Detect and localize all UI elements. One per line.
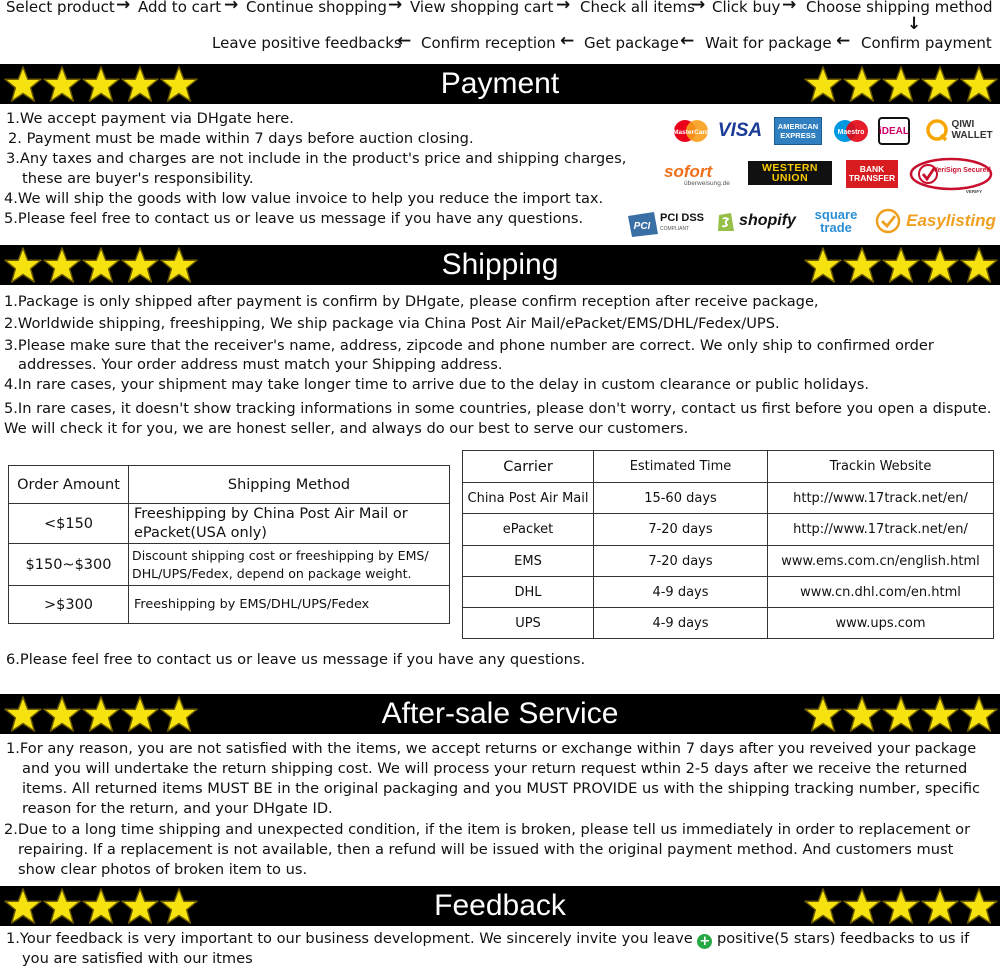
- star-icon: [960, 695, 998, 733]
- qiwi-wallet-text: QIWI WALLET: [951, 119, 993, 141]
- aftersale-line: 1.For any reason, you are not satisfied with the items, we accept returns or exchange within 7 days after you reveived your package: [6, 740, 977, 757]
- svg-text:PCI: PCI: [633, 220, 651, 232]
- shipping-method-cell: [129, 544, 450, 586]
- aftersale-line: items. All returned items MUST BE in the original packaging and you MUST PROVIDE us with the shipping tracking number, specific: [22, 780, 981, 797]
- shipping-title: Shipping: [441, 248, 559, 281]
- mastercard-logo-text: MasterCard: [673, 129, 709, 136]
- table-header: Estimated Time: [594, 451, 768, 483]
- order-amount-cell: $150~$300: [9, 544, 129, 586]
- sofort-logo-sub: überweisung.de: [684, 180, 730, 187]
- payment-line: these are buyer's responsibility.: [22, 170, 254, 187]
- flow-step-wait-for-package: Wait for package: [705, 34, 832, 52]
- shopify-text: shopify: [739, 212, 796, 229]
- shopify-logo: [714, 208, 798, 234]
- estimated-time-cell: 4-9 days: [594, 577, 768, 608]
- shipping-method-line: Discount shipping cost or freeshipping by EMS/: [132, 547, 429, 563]
- table-row: [463, 546, 994, 577]
- star-icon: [921, 246, 959, 284]
- aftersale-line: show clear photos of broken item to us.: [18, 861, 308, 878]
- arrow-right-icon: →: [388, 0, 403, 15]
- star-icon: [921, 65, 959, 103]
- payment-line: 1.We accept payment via DHgate here.: [6, 110, 294, 127]
- flow-step-select-product: Select product: [6, 0, 115, 16]
- flow-step-click-buy: Click buy: [712, 0, 781, 16]
- star-icon: [804, 65, 842, 103]
- easylisting-logo: [872, 206, 998, 236]
- table-row: [463, 608, 994, 639]
- qiwi-wallet-logo: [922, 114, 998, 146]
- tracking-website-cell: http://www.17track.net/en/: [768, 514, 994, 546]
- table-header: Order Amount: [9, 466, 129, 504]
- arrow-left-icon: ←: [397, 31, 412, 51]
- payment-line: 5.Please feel free to contact us or leave us message if you have any questions.: [4, 210, 584, 227]
- western-union-logo: WESTERN UNION: [748, 161, 832, 185]
- star-icon: [843, 887, 881, 925]
- star-icon: [843, 695, 881, 733]
- table-row: [9, 586, 450, 624]
- table-row: [463, 577, 994, 608]
- arrow-right-icon: →: [224, 0, 239, 15]
- aftersale-title: After-sale Service: [381, 697, 619, 730]
- star-icon: [960, 246, 998, 284]
- feedback-banner: [0, 886, 1000, 926]
- flow-step-get-package: Get package: [584, 34, 679, 52]
- flow-step-view-shopping-cart: View shopping cart: [410, 0, 554, 16]
- star-icon: [960, 887, 998, 925]
- carrier-table: [462, 450, 994, 639]
- maestro-logo: [832, 117, 870, 145]
- table-row: [463, 514, 994, 546]
- sofort-logo: [664, 160, 740, 190]
- tracking-website-cell: www.ems.com.cn/english.html: [768, 546, 994, 577]
- amex-logo: AMERICAN EXPRESS: [774, 117, 822, 145]
- easylisting-text: Easylisting: [906, 211, 996, 230]
- payment-title: Payment: [440, 67, 560, 100]
- shipping-line: 2.Worldwide shipping, freeshipping, We ship package via China Post Air Mail/ePacket/EMS/DHL/Fedex/UPS.: [4, 315, 780, 332]
- shipping-method-line: Freeshipping by China Post Air Mail or: [134, 505, 408, 522]
- estimated-time-cell: 15-60 days: [594, 483, 768, 514]
- shipping-line: 5.In rare cases, it doesn't show tracking informations in some countries, please don't worry, contact us first before you open a dispute.: [4, 400, 992, 417]
- shipping-method-line: ePacket(USA only): [134, 524, 267, 541]
- square-trade-logo: square trade: [814, 207, 858, 235]
- feedback-line-1a: 1.Your feedback is very important to our business development. We sincerely invite you leave: [6, 930, 693, 947]
- aftersale-line: reason for the return, and your DHgate ID.: [22, 800, 333, 817]
- shipping-note: 6.Please feel free to contact us or leave us message if you have any questions.: [6, 651, 586, 668]
- verisign-verify-text: VERIFY: [965, 189, 983, 194]
- pci-compliant-text: COMPLIANT: [659, 226, 690, 232]
- order-amount-cell: >$300: [9, 586, 129, 624]
- flow-step-confirm-reception: Confirm reception: [421, 34, 556, 52]
- payment-line: 4.We will ship the goods with low value invoice to help you reduce the import tax.: [4, 190, 604, 207]
- carrier-cell: DHL: [463, 577, 594, 608]
- maestro-logo-text: Maestro: [837, 129, 865, 136]
- payment-line: 3.Any taxes and charges are not include in the product's price and shipping charges,: [6, 150, 627, 167]
- table-header: Shipping Method: [129, 466, 450, 504]
- flow-step-leave-feedback: Leave positive feedbacks: [212, 34, 402, 52]
- feedback-line-1: [6, 929, 969, 949]
- arrow-left-icon: ←: [560, 31, 575, 51]
- star-icon: [843, 246, 881, 284]
- feedback-line-2: you are satisfied with our itmes: [22, 950, 253, 967]
- verisign-logo: [908, 156, 994, 194]
- star-icon: [921, 887, 959, 925]
- star-icon: [882, 65, 920, 103]
- table-row: [9, 544, 450, 586]
- aftersale-banner: [0, 694, 1000, 734]
- shipping-method-cell: Freeshipping by EMS/DHL/UPS/Fedex: [129, 586, 450, 624]
- carrier-cell: EMS: [463, 546, 594, 577]
- aftersale-line: and you will undertake the return shipping cost. We will process your return request wthin 2-5 days after we receive the returned: [22, 760, 968, 777]
- feedback-title: Feedback: [434, 889, 566, 922]
- estimated-time-cell: 7-20 days: [594, 514, 768, 546]
- pci-dss-text: PCI DSS: [659, 212, 704, 224]
- table-row: [463, 483, 994, 514]
- carrier-cell: ePacket: [463, 514, 594, 546]
- arrow-left-icon: ←: [836, 31, 851, 51]
- arrow-right-icon: →: [116, 0, 131, 15]
- order-amount-table: [8, 465, 450, 624]
- shipping-line: 3.Please make sure that the receiver's name, address, zipcode and phone number are correct. We only ship to confirmed order: [4, 337, 934, 354]
- arrow-down-icon: ↓: [907, 14, 922, 34]
- shipping-line: 4.In rare cases, your shipment may take longer time to arrive due to the delay in custom clearance or public holidays.: [4, 376, 870, 393]
- stars-right: [804, 695, 998, 733]
- aftersale-line: repairing. If a replacement is not available, then a refund will be issued with the original payment method. And customers must: [18, 841, 954, 858]
- payment-banner: [0, 64, 1000, 104]
- table-row: [9, 504, 450, 544]
- payment-line: 2. Payment must be made within 7 days before auction closing.: [8, 130, 474, 147]
- aftersale-line: 2.Due to a long time shipping and unexpected condition, if the item is broken, please tell us immediately in order to replacement or: [4, 821, 971, 838]
- star-icon: [804, 246, 842, 284]
- flow-step-continue-shopping: Continue shopping: [246, 0, 387, 16]
- stars-right: [804, 246, 998, 284]
- sofort-logo-text: sofort: [664, 162, 713, 181]
- pci-dss-logo: [626, 208, 704, 240]
- table-header: Trackin Website: [768, 451, 994, 483]
- estimated-time-cell: 7-20 days: [594, 546, 768, 577]
- carrier-cell: UPS: [463, 608, 594, 639]
- flow-step-choose-shipping-method: Choose shipping method: [806, 0, 993, 16]
- shipping-method-cell: [129, 504, 450, 544]
- stars-right: [804, 65, 998, 103]
- shipping-banner: [0, 245, 1000, 285]
- carrier-cell: China Post Air Mail: [463, 483, 594, 514]
- table-header: Carrier: [463, 451, 594, 483]
- star-icon: [804, 887, 842, 925]
- flow-step-confirm-payment: Confirm payment: [861, 34, 992, 52]
- star-icon: [882, 246, 920, 284]
- plus-circle-icon: +: [697, 934, 712, 949]
- stars-right: [804, 887, 998, 925]
- star-icon: [960, 65, 998, 103]
- bank-transfer-logo: BANK TRANSFER: [846, 160, 898, 188]
- feedback-line-1b: positive(5 stars) feedbacks to us if: [716, 930, 970, 947]
- shipping-method-line: DHL/UPS/Fedex, depend on package weight.: [132, 565, 412, 581]
- shipping-line: 1.Package is only shipped after payment is confirm by DHgate, please confirm reception after receive package,: [4, 293, 819, 310]
- flow-step-add-to-cart: Add to cart: [138, 0, 222, 16]
- star-icon: [921, 695, 959, 733]
- arrow-right-icon: →: [782, 0, 797, 15]
- visa-logo: VISA: [717, 120, 763, 141]
- verisign-text: VeriSign Secured: [933, 167, 991, 174]
- arrow-right-icon: →: [691, 0, 706, 15]
- shipping-line: addresses. Your order address must match your Shipping address.: [18, 356, 503, 373]
- flow-step-check-all-items: Check all items: [580, 0, 695, 16]
- star-icon: [804, 695, 842, 733]
- star-icon: [882, 695, 920, 733]
- arrow-right-icon: →: [556, 0, 571, 15]
- star-icon: [843, 65, 881, 103]
- arrow-left-icon: ←: [680, 31, 695, 51]
- tracking-website-cell: www.cn.dhl.com/en.html: [768, 577, 994, 608]
- ideal-logo: iDEAL: [878, 117, 910, 145]
- tracking-website-cell: http://www.17track.net/en/: [768, 483, 994, 514]
- estimated-time-cell: 4-9 days: [594, 608, 768, 639]
- tracking-website-cell: www.ups.com: [768, 608, 994, 639]
- mastercard-logo: [670, 117, 712, 145]
- order-amount-cell: <$150: [9, 504, 129, 544]
- shipping-line: We will check it for you, we are honest seller, and always do our best to serve our customers.: [4, 420, 689, 437]
- star-icon: [882, 887, 920, 925]
